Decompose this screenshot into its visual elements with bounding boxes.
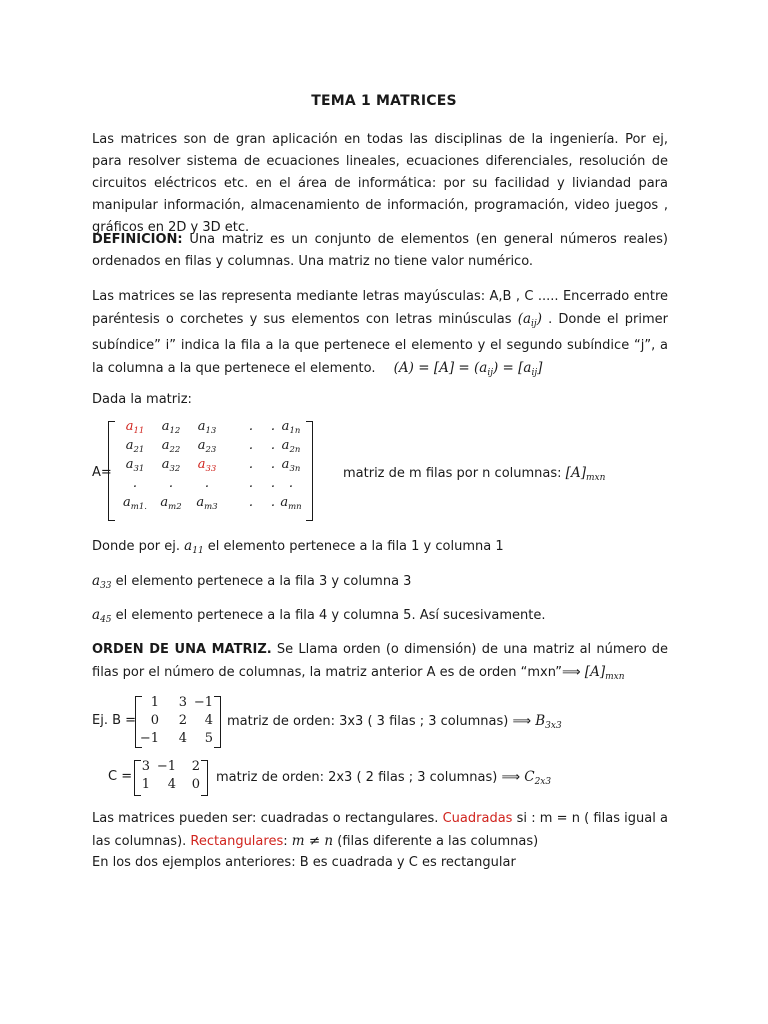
- notation-formula: $(A) = [A] = (a_{ij}) = [a_{ij}]$: [393, 360, 543, 378]
- matrix-a-cell: $a_{m2}$: [160, 495, 182, 512]
- matrix-cell: −1: [193, 695, 213, 710]
- matrix-a-cell: $a_{31}$: [125, 457, 145, 474]
- matrix-cell: 1: [150, 695, 159, 710]
- matrix-a-cell: $a_{1n}$: [281, 419, 301, 436]
- matrix-a-cell: $a_{11}$: [125, 419, 145, 436]
- matrix-a-cell: .: [270, 438, 276, 453]
- matrix-a-row: [117, 457, 307, 476]
- matrix-a-cell: .: [248, 495, 254, 510]
- matrix-cell: 1: [141, 777, 150, 792]
- matrix-a-cell: $a_{33}$: [197, 457, 217, 474]
- matrix-row: [134, 759, 204, 777]
- matrix-cell: 3: [141, 759, 150, 774]
- matrix-b-grid: [139, 695, 217, 749]
- matrix-a-cell: .: [288, 476, 294, 491]
- matrix-a-cell: .: [132, 476, 138, 491]
- rectangulares-term: Rectangulares: [190, 834, 284, 849]
- matrix-cell: 4: [178, 731, 187, 746]
- matrix-a-cell: $a_{13}$: [197, 419, 217, 436]
- definition-label: DEFINICION:: [92, 232, 183, 247]
- matrix-a-cell: .: [270, 476, 276, 491]
- matrix-a: [108, 421, 313, 521]
- matrix-a-cell: $a_{32}$: [161, 457, 181, 474]
- matrix-row: [134, 777, 204, 795]
- intro-paragraph: Las matrices son de gran aplicación en todas las disciplinas de la ingeniería. Por ej, para resolver sistema de ecuaciones lineales, ecuaciones diferenciales, resolución de circuitos eléctricos etc. en el área de informática: por su facilidad y liviandad para manipular información, almacenamiento de información, programación, video juegos , gráficos en 2D y 3D etc.: [92, 132, 668, 235]
- matrix-a-cell: $a_{22}$: [161, 438, 181, 455]
- matrix-a-cell: .: [248, 457, 254, 472]
- matrix-cell: 4: [204, 713, 213, 728]
- matrix-row: [139, 731, 217, 749]
- matrix-b-description: matriz de orden: 3x3 ( 3 filas ; 3 columnas) ⟹ $B_{3x3}$: [227, 713, 562, 731]
- matrix-cell: 4: [167, 777, 176, 792]
- matrix-b: [135, 696, 221, 748]
- matrix-a-row: [117, 438, 307, 457]
- orden-paragraph: ORDEN DE UNA MATRIZ. Se Llama orden (o dimensión) de una matriz al número de filas por el número de columnas, la matriz anterior A es de orden “mxn”⟹ $[A]_{mxn}$: [92, 642, 668, 682]
- matrix-cell: 2: [191, 759, 200, 774]
- matrix-a-cell: .: [248, 419, 254, 434]
- matrix-c: [134, 760, 208, 796]
- matrix-cell: 5: [204, 731, 213, 746]
- matrix-a-description: matriz de m filas por n columnas: $[A]_{mxn}$: [343, 465, 606, 483]
- matrix-a-row: [117, 495, 307, 514]
- matrix-c-description: matriz de orden: 2x3 ( 2 filas ; 3 columnas) ⟹ $C_{2x3}$: [216, 769, 552, 787]
- types-paragraph: Las matrices pueden ser: cuadradas o rectangulares. Cuadradas si : m = n ( filas igual a las columnas). Rectangulares: m ≠ n (filas diferente a las columnas): [92, 811, 669, 849]
- matrix-cell: 0: [191, 777, 200, 792]
- definition-text: Una matriz es un conjunto de elementos (en general números reales) ordenados en filas y columnas. Una matriz no tiene valor numérico.: [92, 232, 668, 269]
- representation-paragraph: Las matrices se las representa mediante letras mayúsculas: A,B , C ..... Encerrado entre paréntesis o corchetes y sus elementos con letras minúsculas $(a_{ij})$ . Donde el primer subíndice” i” indica la fila a la que pertenece el elemento y el segundo subíndice “j”, a la columna a la que pertenece el elemento. $(A) = [A] = (a_{ij}) = [a_{ij}]$: [92, 289, 668, 378]
- matrix-a-cell: $a_{mn}$: [280, 495, 302, 512]
- matrix-a-cell: $a_{23}$: [197, 438, 217, 455]
- matrix-cell: 0: [150, 713, 159, 728]
- matrix-cell: 3: [178, 695, 187, 710]
- matrix-a-cell: .: [248, 438, 254, 453]
- matrix-a-cell: .: [270, 457, 276, 472]
- matrix-a-cell: $a_{21}$: [125, 438, 145, 455]
- left-bracket: [108, 421, 115, 521]
- example-a45: $a_{45}$ el elemento pertenece a la fila 4 y columna 5. Así sucesivamente.: [92, 607, 546, 625]
- matrix-a-row: [117, 419, 307, 438]
- matrix-a-row: [117, 476, 307, 495]
- matrix-cell: −1: [139, 731, 159, 746]
- matrix-a-cell: .: [270, 495, 276, 510]
- matrix-a-cell: .: [204, 476, 210, 491]
- definition-paragraph: [92, 229, 668, 273]
- matrix-cell: −1: [156, 759, 176, 774]
- matrix-a-cell: .: [248, 476, 254, 491]
- matrix-b-label: Ej. B =: [92, 713, 137, 728]
- matrix-row: [139, 695, 217, 713]
- matrix-a-cell: .: [270, 419, 276, 434]
- matrix-a-label: A=: [92, 465, 112, 480]
- matrix-c-grid: [134, 759, 204, 795]
- cuadradas-term: Cuadradas: [442, 811, 513, 826]
- dada-label: Dada la matriz:: [92, 392, 192, 407]
- orden-label: ORDEN DE UNA MATRIZ.: [92, 642, 272, 657]
- matrix-a-cell: $a_{3n}$: [281, 457, 301, 474]
- matrix-a-cell: $a_{m1.}$: [123, 495, 147, 512]
- matrix-c-label: C =: [108, 769, 133, 784]
- matrix-a-cell: $a_{m3}$: [196, 495, 218, 512]
- matrix-a-grid: [117, 419, 307, 514]
- example-a33: $a_{33}$ el elemento pertenece a la fila 3 y columna 3: [92, 573, 412, 591]
- matrix-a-cell: .: [168, 476, 174, 491]
- page-title: TEMA 1 MATRICES: [311, 93, 457, 109]
- conclusion: En los dos ejemplos anteriores: B es cuadrada y C es rectangular: [92, 855, 516, 870]
- example-a11: Donde por ej. $a_{11}$ el elemento pertenece a la fila 1 y columna 1: [92, 538, 504, 556]
- matrix-a-cell: $a_{2n}$: [281, 438, 301, 455]
- matrix-cell: 2: [178, 713, 187, 728]
- aij-notation: $(a_{ij})$: [517, 311, 542, 329]
- matrix-a-cell: $a_{12}$: [161, 419, 181, 436]
- matrix-row: [139, 713, 217, 731]
- matrix-a-order: $[A]_{mxn}$: [565, 465, 606, 483]
